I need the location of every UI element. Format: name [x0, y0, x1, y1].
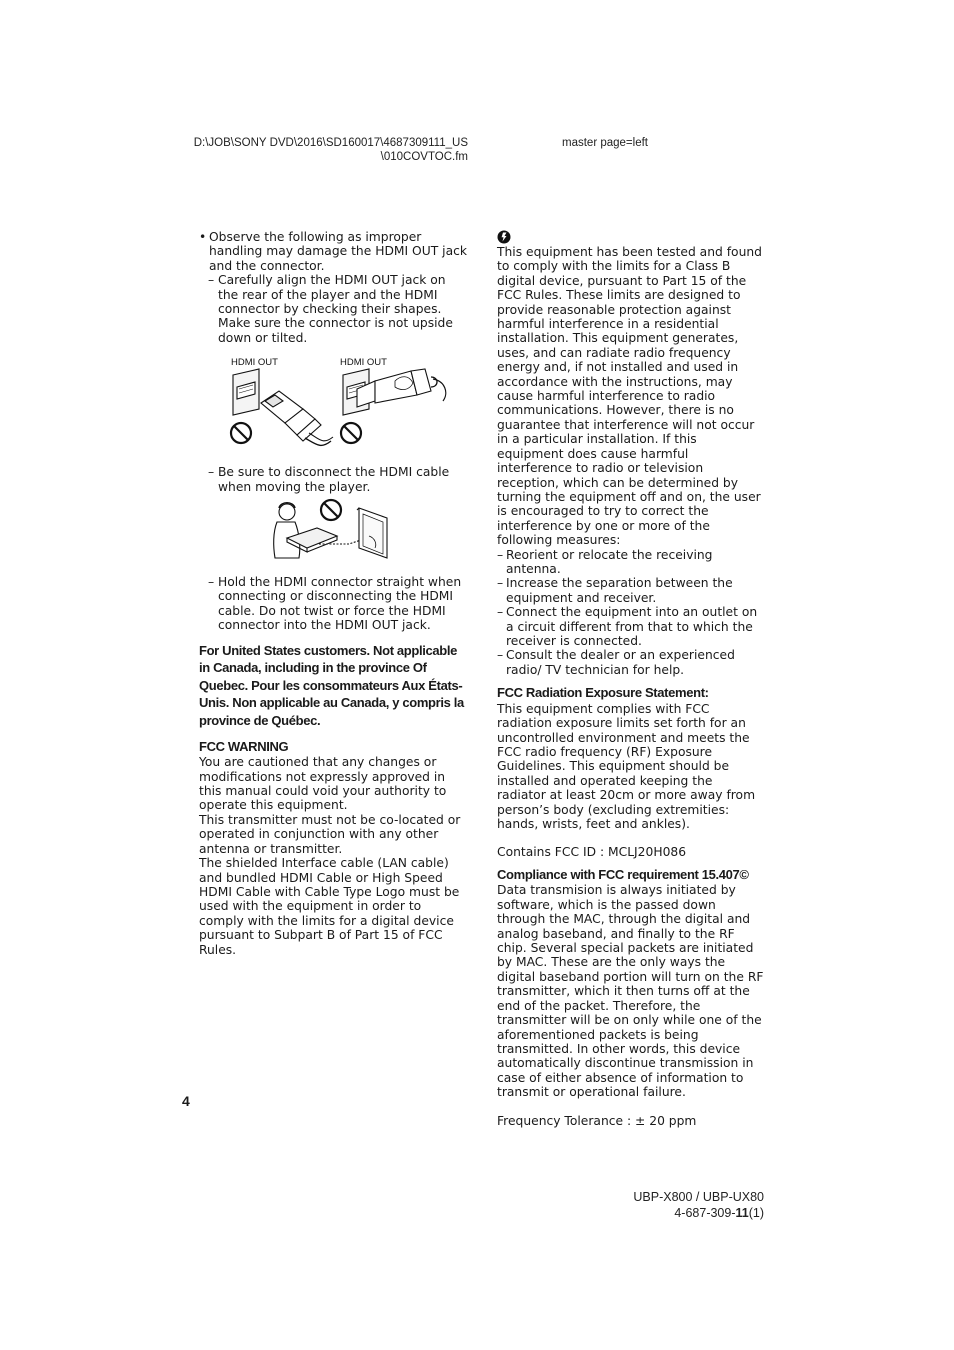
hdmi-out-label-left: HDMI OUT	[231, 357, 278, 369]
tip-icon	[497, 230, 511, 244]
hdmi-handling-bullet: • Observe the following as improper handling may damage the HDMI OUT jack and the connector.	[199, 230, 467, 273]
left-column	[199, 230, 467, 957]
fcc-warning-paragraph-2: This transmitter must not be co-located or operated in conjunction with any other antenna or transmitter.	[199, 812, 461, 856]
master-page-label: master page=left	[562, 137, 648, 149]
page-number: 4	[182, 1093, 190, 1109]
document-code	[633, 1205, 764, 1221]
document-code-prefix: 4-687-309-	[674, 1206, 736, 1220]
disconnect-cable-item: – Be sure to disconnect the HDMI cable when moving the player.	[199, 465, 467, 494]
fcc-warning-paragraph-3: The shielded Interface cable (LAN cable) and bundled HDMI Cable or High Speed HDMI Cable with Cable Type Logo must be used with the equipment in order to comply with the limits for a digital device pursuant to Subpart B of Part 15 of FCC Rules.	[199, 856, 460, 957]
hold-connector-item: – Hold the HDMI connector straight when connecting or disconnecting the HDMI cable. Do not twist or force the HDMI connector into the HDMI OUT jack.	[199, 575, 467, 633]
fcc-warning-heading: FCC WARNING	[199, 738, 289, 754]
hdmi-out-label-right: HDMI OUT	[340, 357, 387, 369]
right-column	[497, 230, 765, 1128]
fcc-compliance-intro: This equipment has been tested and found to comply with the limits for a Class B digital device, pursuant to Part 15 of the FCC Rules. These limits are designed to provide reasonable protection against harmful interference in a residential installation. This equipment generates, uses, and can radiate radio frequency energy and, if not installed and used in accordance with the instructions, may cause harmful interference to radio communications. However, there is no guarantee that interference will not occur in a particular installation. If this equipment does cause harmful interference to radio or television reception, which can be determined by turning the equipment off and on, the user is encouraged to try to correct the interference by one or more of the following measures:	[497, 245, 762, 548]
us-customers-heading: For United States customers. Not applicable in Canada, including in the province Of Quebec. Pour les consommateurs Aux États-Unis. Non applicable au Canada, y compris la province de Québec.	[199, 642, 464, 729]
measure-item-3: – Connect the equipment into an outlet on a circuit different from that to which the receiver is connected.	[497, 605, 765, 648]
hdmi-connector-illustration	[199, 353, 467, 457]
fcc-id-line: Contains FCC ID : MCLJ20H086	[497, 845, 687, 860]
measure-item-2: – Increase the separation between the equipment and receiver.	[497, 576, 765, 605]
measure-item-1: – Reorient or relocate the receiving antenna.	[497, 548, 765, 577]
fcc-warning-paragraph-1: You are cautioned that any changes or modifications not expressly approved in this manual could void your authority to operate this equipment.	[199, 755, 447, 813]
compliance-heading: Compliance with FCC requirement 15.407©	[497, 866, 749, 882]
frequency-tolerance-line: Frequency Tolerance : ± 20 ppm	[497, 1113, 697, 1128]
compliance-text: Data transmision is always initiated by software, which is the passed down through the MAC, through the digital and analog baseband, and finally to the RF chip. Several special packets are initiated by MAC. These are the only ways the digital baseband portion will turn on the RF transmitter, which it then turns off at the end of the packet. Therefore, the transmitter will be on only while one of the aforementioned packets is being transmitted. In other words, this device automatically discontinue transmission in case of either absence of information to transmit or operational failure.	[497, 883, 764, 1100]
radiation-exposure-text: This equipment complies with FCC radiation exposure limits set forth for an uncontrolled environment and meets the FCC radio frequency (RF) Exposure Guidelines. This equipment should be installed and operated keeping the radiator at least 20cm or more away from person’s body (excluding extremities: hands, wrists, feet and ankles).	[497, 701, 756, 832]
model-footer	[633, 1189, 764, 1221]
document-code-revision: 11	[735, 1206, 749, 1220]
file-path-header: D:\JOB\SONY DVD\2016\SD160017\4687309111_US\010COVTOC.fm	[193, 137, 468, 163]
model-names: UBP-X800 / UBP-UX80	[633, 1190, 764, 1204]
moving-player-illustration	[199, 498, 467, 570]
document-code-suffix: (1)	[748, 1206, 764, 1220]
align-jack-item: – Carefully align the HDMI OUT jack on the rear of the player and the HDMI connector by checking their shapes. Make sure the connector is not upside down or tilted.	[199, 273, 467, 345]
radiation-exposure-heading: FCC Radiation Exposure Statement:	[497, 685, 709, 701]
measure-item-4: – Consult the dealer or an experienced radio/ TV technician for help.	[497, 648, 765, 677]
